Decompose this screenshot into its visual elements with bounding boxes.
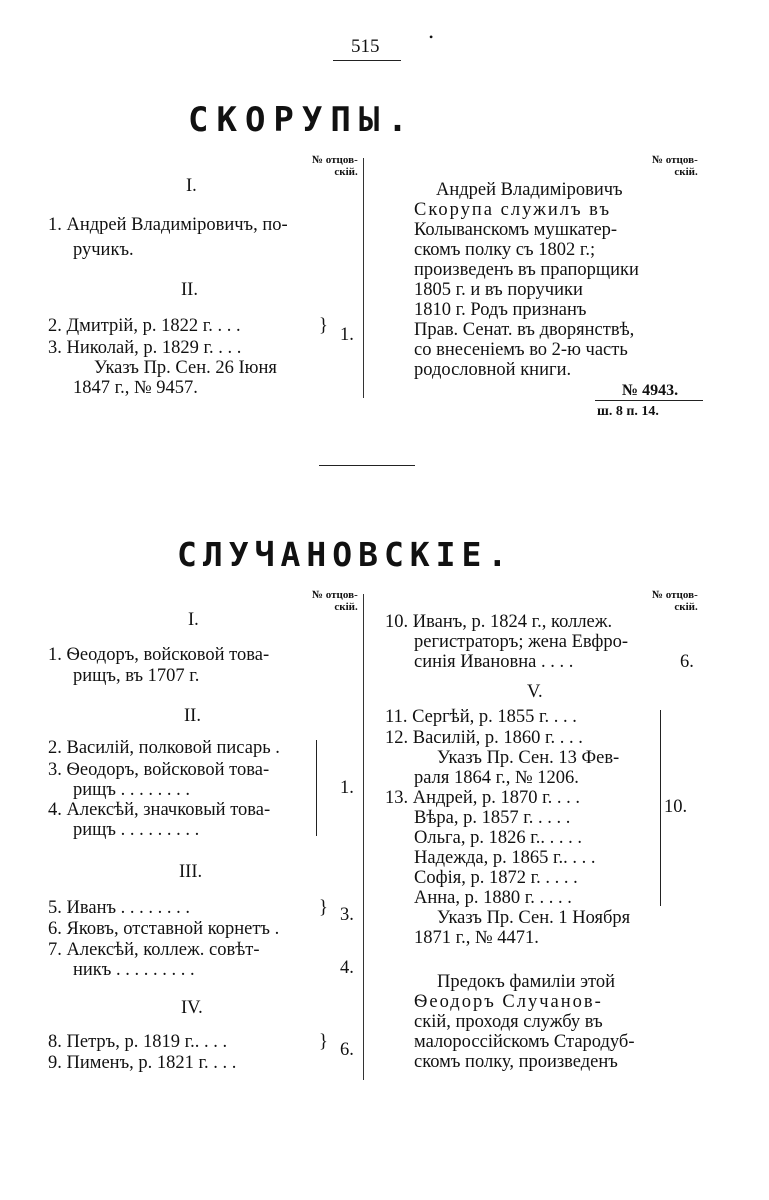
page-number: 515 [351,36,380,57]
decree-s2-line-3: Указъ Пр. Сен. 1 Ноября [437,908,631,928]
bio-line-5: произведенъ въ прапорщики [414,260,639,280]
bio-line-7: 1810 г. Родъ признанъ [414,300,587,320]
decree-s2-line-1: Указъ Пр. Сен. 13 Фев- [437,748,620,768]
entry-s2-3: 3. Ѳеодоръ, войсковой това- [48,760,270,780]
label-3-s2: 3. [340,905,354,925]
label-1-s2: 1. [340,778,354,798]
entry-3: 3. Николай, р. 1829 г. . . . [48,338,242,358]
bio-line-3: Колыванскомъ мушкатер- [414,220,618,240]
label-10-right: 10. [664,797,688,817]
entry-s2-9: 9. Пименъ, р. 1821 г. . . . [48,1053,237,1073]
roman-ii: II. [181,280,198,300]
decree-line-2: 1847 г., № 9457. [73,378,198,398]
entry-s2-13: 13. Андрей, р. 1870 г. . . . [385,788,581,808]
case-reference: ш. 8 п. 14. [597,404,659,419]
brace-5-6: } [319,898,328,918]
bio-line-2: Скорупа служилъ въ [414,200,612,220]
entry-s2-7-cont: никъ . . . . . . . . . [73,960,195,980]
origin-line-3: скій, проходя службу въ [414,1012,603,1032]
label-6-right: 6. [680,652,694,672]
entry-1: 1. Андрей Владиміровичъ, по- [48,215,288,235]
column-divider [363,158,364,398]
entry-2: 2. Дмитрій, р. 1822 г. . . . [48,316,241,336]
entry-sofia: Софія, р. 1872 г. . . . . [414,868,578,888]
bio-line-10: родословной книги. [414,360,572,380]
entry-1-cont: ручикъ. [73,240,134,260]
entry-s2-1-cont: рищъ, въ 1707 г. [73,666,200,686]
brace-2-3: } [319,316,328,336]
brace-2-4 [316,740,317,836]
entry-s2-11: 11. Сергѣй, р. 1855 г. . . . [385,707,577,727]
entry-s2-5: 5. Иванъ . . . . . . . . [48,898,191,918]
origin-line-2: Ѳеодоръ Случанов- [414,992,603,1012]
entry-s2-3-cont: рищъ . . . . . . . . [73,780,190,800]
page-number-rule [333,60,401,61]
case-number: № 4943. [622,382,679,399]
bio-line-6: 1805 г. и въ поручики [414,280,583,300]
entry-nadezhda: Надежда, р. 1865 г.. . . . [414,848,596,868]
entry-s2-10-cont2: синія Ивановна . . . . [414,652,574,672]
brace-11-13 [660,710,661,906]
bio-line-9: со внесеніемъ во 2-ю часть [414,340,628,360]
entry-s2-8: 8. Петръ, р. 1819 г.. . . . [48,1032,228,1052]
label-6-s2: 6. [340,1040,354,1060]
roman-i: I. [186,176,197,196]
otchov-header-left-2: № отцов- скій. [312,589,358,613]
entry-olga: Ольга, р. 1826 г.. . . . . [414,828,582,848]
entry-s2-2: 2. Василій, полковой писарь . [48,738,280,758]
roman-iii: III. [179,862,203,882]
entry-s2-6: 6. Яковъ, отставной корнетъ . [48,919,280,939]
origin-line-1: Предокъ фамиліи этой [437,972,616,992]
section-separator [319,465,415,466]
bio-line-4: скомъ полку съ 1802 г.; [414,240,596,260]
brace-label-1: 1. [340,325,354,345]
decree-s2-line-4: 1871 г., № 4471. [414,928,539,948]
entry-s2-4-cont: рищъ . . . . . . . . . [73,820,200,840]
label-4-s2: 4. [340,958,354,978]
bio-line-8: Прав. Сенат. въ дворянствѣ, [414,320,635,340]
entry-s2-12: 12. Василій, р. 1860 г. . . . [385,728,583,748]
decree-s2-line-2: раля 1864 г., № 1206. [414,768,579,788]
ornament-mark: • [429,30,434,44]
entry-s2-7: 7. Алексѣй, коллеж. совѣт- [48,940,260,960]
origin-line-4: малороссійскомъ Стародуб- [414,1032,635,1052]
brace-8-9: } [319,1032,328,1052]
roman-i-2: I. [188,610,199,630]
roman-v: V. [527,682,543,702]
case-rule [595,400,703,401]
section-title-skorupy: СКОРУПЫ. [188,100,416,140]
otchov-header-right-2: № отцов- скій. [652,589,698,613]
roman-iv: IV. [181,998,203,1018]
section-title-sluchanovskie: СЛУЧАНОВСКІЕ. [177,535,514,574]
roman-ii-2: II. [184,706,201,726]
otchov-header-right: № отцов- скій. [652,154,698,178]
entry-s2-4: 4. Алексѣй, значковый това- [48,800,271,820]
origin-line-5: скомъ полку, произведенъ [414,1052,618,1072]
column-divider-2 [363,594,364,1080]
decree-line-1: Указъ Пр. Сен. 26 Іюня [94,358,277,378]
entry-s2-10-cont1: регистраторъ; жена Евфро- [414,632,629,652]
otchov-header-left: № отцов- скій. [312,154,358,178]
entry-s2-1: 1. Ѳеодоръ, войсковой това- [48,645,270,665]
entry-s2-10: 10. Иванъ, р. 1824 г., коллеж. [385,612,613,632]
entry-vera: Вѣра, р. 1857 г. . . . . [414,808,571,828]
bio-line-1: Андрей Владиміровичъ [436,180,623,200]
entry-anna: Анна, р. 1880 г. . . . . [414,888,572,908]
